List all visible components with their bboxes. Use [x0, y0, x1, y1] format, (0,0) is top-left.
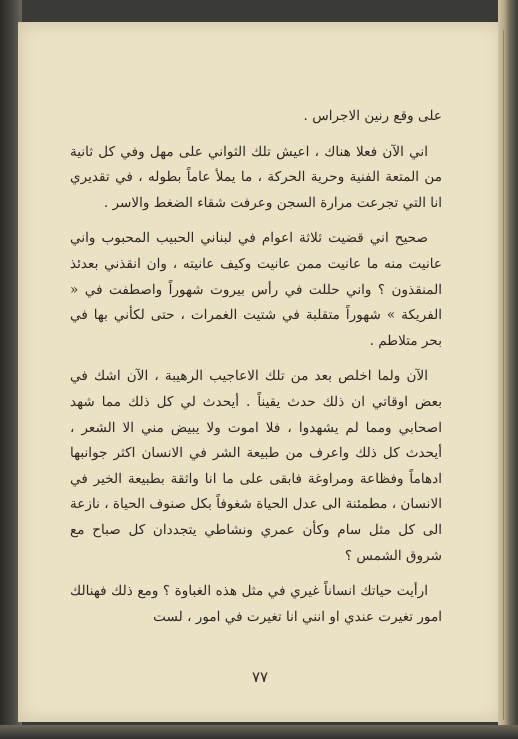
page-edge-stack [498, 0, 518, 739]
paragraph-4: الآن ولما اخلص بعد من تلك الاعاجيب الرهيبة ، الآن اشك في بعض اوقاتي ان ذلك حدث يقيناً . أيحدث لي كل ذلك مما شهد اصحابي ومما لم يشهدوا ، فلا اموت ولا يبيض مني الا الشعر ، أيحدث كل ذلك واعرف من طبيعة الشر في الانسان اكثر جوانبها ادهاماً وفظاعة ومراوغة فابقى على ما انا واثقة بطبيعة الخير في الانسان ، مطمئنة الى عدل الحياة شغوفاً بكل صنوف الحياة ، نازعة الى كل مثل سام وكأن عمري ونشاطي يتجددان كل صباح مع شروق الشمس ؟ [70, 368, 442, 564]
page-number: ٧٧ [251, 668, 269, 686]
page-edge-line [503, 30, 504, 720]
paragraph-2: اني الآن فعلا هناك ، اعيش تلك الثواني على مهل وفي كل ثانية من المتعة الفنية وحرية الحركة ، ما يملأ عاماً بطوله ، في تقديري انا التي تجرعت مرارة السجن وعرفت شقاء الضغط والاسر . [70, 143, 442, 211]
page-body-text [70, 104, 442, 640]
book-page [18, 22, 502, 722]
paragraph-1: على وقع رنين الاجراس . [303, 108, 442, 124]
paragraph-5: ارأيت حياتك انساناً غيري في مثل هذه الغباوة ؟ ومع ذلك فهنالك امور تغيرت عندي او انني انا تغيرت في امور ، لست [70, 583, 442, 625]
page-edge-line [507, 30, 508, 720]
paragraph-3: صحيح اني قضيت ثلاثة اعوام في لبناني الحبيب المحبوب واني عانيت منه ما عانيت ممن عانيت وكيف عانيته ، وان انقذني بعدئذ المنقذون ؟ واني حللت في رأس بيروت شهوراً واصطفت في « الفريكة » شهوراً متقلبة في شتيت الغمرات ، حتى لكأني بها في بحر متلاطم . [70, 230, 442, 349]
scan-background-bottom [0, 725, 518, 739]
